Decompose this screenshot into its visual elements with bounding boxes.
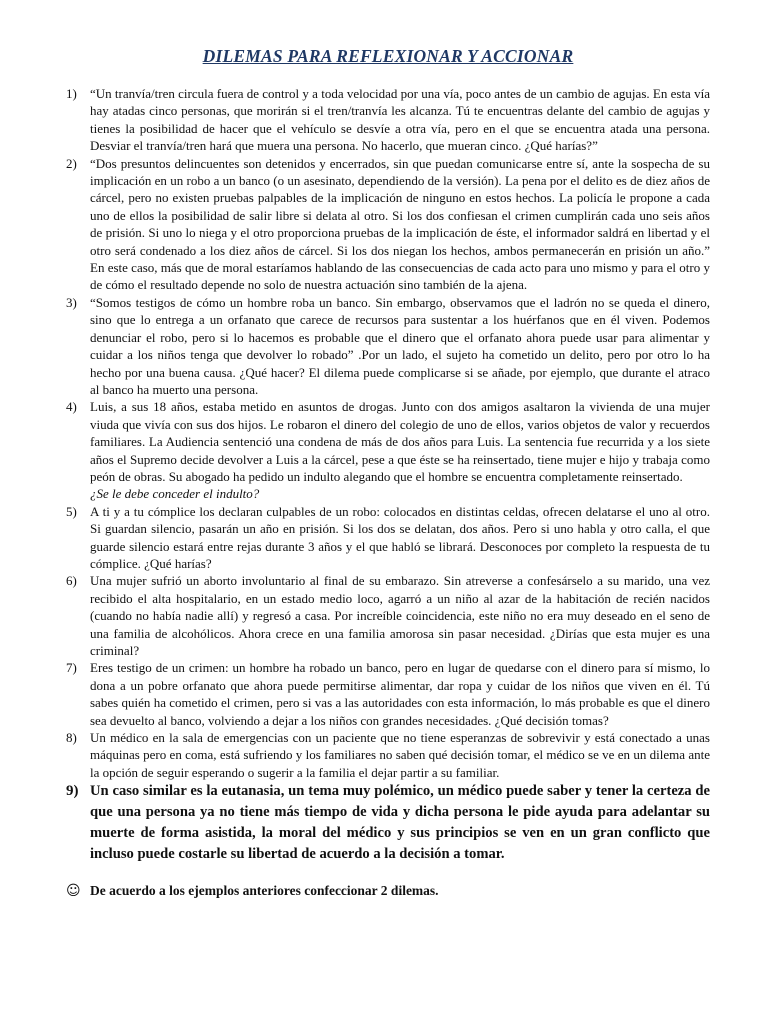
list-item [66,659,710,729]
list-item [66,781,710,865]
item-text: Luis, a sus 18 años, estaba metido en asuntos de drogas. Junto con dos amigos asaltaron la vivienda de una mujer viuda que vivía con sus dos hijos. Le robaron el dinero del colegio de uno de ellos, varios objetos de valor y recuerdos familiares. La Audiencia sentenció una condena de más de dos años para Luis. La sentencia fue recurrida y a los siete años el Supremo decide devolver a Luis a la cárcel, pese a que éste se ha reinsertado, tiene mujer e hijo y trabaja como peón de obras. Su abogado ha pedido un indulto alegando que el hombre se encuentra completamente reinsertado. [90,399,710,484]
dilemma-list [66,85,710,865]
item-text-block [90,503,710,573]
item-number: 5) [66,503,77,519]
item-text: Eres testigo de un crimen: un hombre ha robado un banco, pero en lugar de quedarse con el dinero para sí mismo, lo dona a un pobre orfanato que ahora puede permitirse alimentar, dar ropa y cuidar de los niños que viven en él. Tú sabes quién ha cometido el crimen, pero si vas a las autoridades con esta información, lo más probable es que el dinero sea devuelto al banco, volviendo a dejar a los niños con grandes necesidades. ¿Qué decisión tomas? [90,660,710,728]
item-note: ¿Se le debe conceder el indulto? [90,486,260,502]
final-instruction [66,883,710,899]
item-number: 2) [66,155,77,171]
item-text: A ti y a tu cómplice los declaran culpables de un robo: colocados en distintas celdas, ofrecen delatarse el uno al otro. Si guardan silencio, pasarán un año en prisión. Si los dos se delatan, dos años. Pero si uno habla y otro calla, el que guarde silencio estará entre rejas durante 3 años y el que habló se librará. Desconoces por completo la respuesta de tu cómplice. ¿Qué harías? [90,503,710,571]
item-text-block [90,85,710,155]
final-instruction-text: De acuerdo a los ejemplos anteriores confeccionar 2 dilemas. [90,883,439,899]
item-number: 4) [66,399,77,415]
list-item [66,294,710,398]
item-number: 9) [66,783,79,800]
list-item [66,398,710,502]
list-item [66,572,710,659]
item-number: 6) [66,573,77,589]
item-text-block [90,659,710,729]
list-item [66,729,710,781]
list-item [66,155,710,294]
item-text-block [90,572,710,659]
item-text: “Somos testigos de cómo un hombre roba un banco. Sin embargo, observamos que el ladrón no se queda el dinero, sino que lo entrega a un orfanato que carece de recursos para sustentar a los huérfanos que en él viven. Podemos denunciar el robo, pero si lo hacemos es probable que el dinero que el orfanato ahora puede usar para alimentar y cuidar a los niños tenga que devolver lo robado” .Por un lado, el sujeto ha cometido un delito, pero por otro lo ha hecho por una buena causa. ¿Qué hacer? El dilema puede complicarse si se añade, por ejemplo, que durante el atraco al banco ha muerto una persona. [90,294,710,397]
item-number: 3) [66,294,77,310]
item-text-block [90,781,710,865]
item-number: 1) [66,86,77,101]
item-text: “Dos presuntos delincuentes son detenidos y encerrados, sin que puedan comunicarse entre sí, ante la sospecha de su implicación en un robo a un banco (o un asesinato, dependiendo de la versión). La pena por el delito es de diez años de cárcel, pero no existen pruebas palpables de la implicación de ninguno en estos hechos. La policía le propone a cada uno de ellos la posibilidad de salir libre si delata al otro. Si los dos confiesan el crimen cumplirán cada uno seis años de prisión. Si uno lo niega y el otro proporciona pruebas de la implicación de éste, el informador saldrá en libertad y el otro será condenado a los diez años de cárcel. Si los dos niegan los hechos, ambos permanecerán en prisión un año.” En este caso, más que de moral estaríamos hablando de las consecuencias de cada acto para uno mismo y para el otro y de cómo el resultado depende no solo de nuestra actuación sino también de la ajena. [90,155,710,293]
item-text-block [90,398,710,502]
list-item [66,85,710,155]
item-text: “Un tranvía/tren circula fuera de control y a toda velocidad por una vía, poco antes de un cambio de agujas. En esta vía hay atadas cinco personas, que morirán si el tren/tranvía les alcanza. Tú te encuentras delante del cambio de agujas y tienes la posibilidad de hacer que el vehículo se desvíe a otra vía, pero en el que se encuentra atada una persona. Desviar el tranvía/tren hará que muera una persona. No hacerlo, que mueran cinco. ¿Qué harías?” [90,86,710,154]
item-text-block [90,294,710,398]
item-number: 7) [66,660,77,676]
item-text-block [90,729,710,781]
item-text: Una mujer sufrió un aborto involuntario al final de su embarazo. Sin atreverse a confesárselo a su marido, una vez recibido el alta hospitalario, en un estado medio loco, agarró a un niño al azar de la habitación de recién nacidos (cuando no había nadie allí) y regresó a casa. Por increíble coincidencia, este niño no era muy deseado en el seno de una familia de alcohólicos. Ahora crece en una familia amorosa sin pasar necesidad. ¿Dirías que esta mujer es una criminal? [90,573,710,658]
page-title: DILEMAS PARA REFLEXIONAR Y ACCIONAR [202,46,574,66]
item-text: Un caso similar es la eutanasia, un tema muy polémico, un médico puede saber y tener la certeza de que una persona ya no tiene más tiempo de vida y dicha persona le pide ayuda para adelantar su muerte de forma asistida, la moral del médico y sus principios se ven en un gran conflicto que incluso puede costarle su libertad de acuerdo a la decisión a tomar. [90,783,710,863]
item-text: Un médico en la sala de emergencias con un paciente que no tiene esperanzas de sobrevivir y está conectado a unas máquinas pero en coma, está sufriendo y los familiares no saben qué decisión tomar, el médico se ve en un dilema ante la opción de seguir esperando o sugerir a la familia el dejar partir a su familiar. [90,730,710,780]
item-text-block [90,155,710,294]
smiley-icon: ☺ [66,883,81,900]
list-item [66,503,710,573]
item-number: 8) [66,730,77,746]
